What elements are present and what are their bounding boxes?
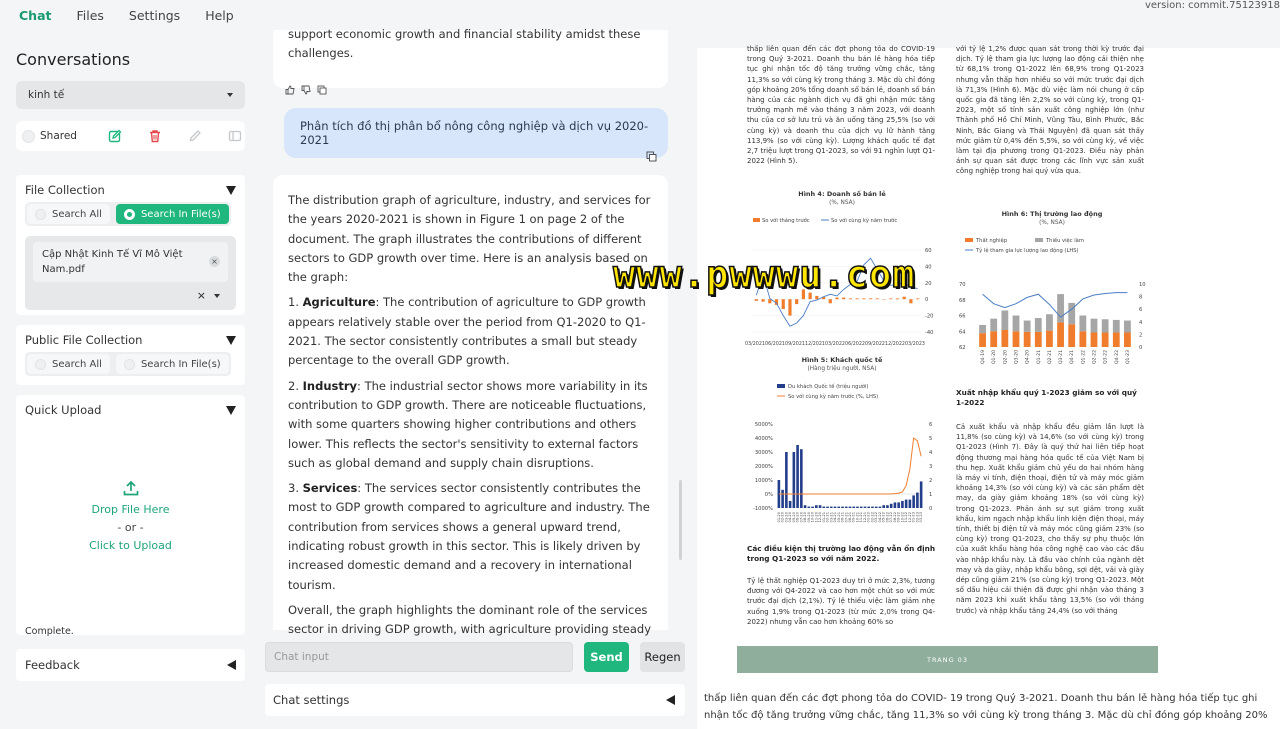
- bar: [782, 299, 785, 309]
- x-tick-label: 12/2022: [885, 342, 905, 347]
- x-tick-label: Q1-23: [1125, 350, 1131, 365]
- chat-area: [265, 27, 685, 637]
- version-label: version: commit.75123918: [1144, 0, 1280, 11]
- x-tick-label: Q3-22: [1103, 350, 1109, 365]
- remove-file-icon[interactable]: ×: [209, 256, 220, 267]
- y-tick-label-left: 0%: [764, 492, 773, 498]
- fig6-title: Hình 6: Thị trường lao động: [1001, 210, 1103, 218]
- chevron-down-icon: [227, 93, 233, 97]
- delete-icon[interactable]: [145, 126, 165, 146]
- x-tick-label: 04-21: [833, 512, 838, 523]
- x-tick-label: 10-22: [900, 512, 905, 523]
- bar-unemployment: [979, 333, 986, 347]
- doc-extracted-text: [704, 690, 1274, 724]
- x-tick-label: 03/2021: [745, 342, 765, 347]
- bar-visitors: [826, 507, 829, 508]
- bar: [755, 299, 758, 301]
- x-tick-label: 12-20: [818, 512, 823, 523]
- x-tick-label: 12-21: [862, 512, 867, 523]
- search-all-option[interactable]: [27, 204, 110, 224]
- bar: [903, 297, 906, 299]
- shared-label: Shared: [40, 130, 77, 142]
- send-button[interactable]: Send: [584, 642, 629, 672]
- bar-visitors: [860, 507, 863, 508]
- x-tick-label: 10-20: [810, 512, 815, 523]
- bar-underemployment: [990, 319, 997, 332]
- legend-swatch-visitors: [777, 384, 785, 388]
- legend-swatch-unemp: [965, 238, 973, 242]
- bar-unemployment: [1102, 333, 1109, 347]
- file-search-mode: [25, 202, 231, 226]
- x-tick-label: Q2-20: [1003, 350, 1009, 365]
- message-feedback-row: [285, 84, 327, 94]
- bar: [909, 299, 912, 303]
- x-tick-label: 01-22: [866, 512, 871, 523]
- y-tick-label-right: 2: [929, 478, 933, 484]
- x-tick-label: Q2-22: [1092, 350, 1098, 365]
- x-tick-label: 11-20: [814, 512, 819, 523]
- expand-triangle-icon[interactable]: [227, 660, 236, 670]
- x-tick-label: Q4-22: [1114, 350, 1120, 365]
- shared-toggle[interactable]: [22, 130, 77, 143]
- user-message-text: Phân tích đồ thị phân bổ nông công nghiệp và dịch vụ 2020-2021: [300, 119, 649, 147]
- quick-upload-panel: [16, 395, 245, 635]
- x-tick-label: 09/2022: [865, 342, 885, 347]
- chat-scrollbar[interactable]: [679, 480, 682, 560]
- bar-underemployment: [1113, 320, 1120, 333]
- fig5-subtitle: (Hàng triệu người, NSA): [807, 366, 877, 372]
- x-tick-label: 05-22: [881, 512, 886, 523]
- legend-label: Thiếu việc làm: [1046, 238, 1084, 244]
- y-tick-label-left: 70: [959, 282, 966, 288]
- x-tick-label: 06-20: [795, 512, 800, 523]
- bar-visitors: [822, 507, 825, 508]
- bar: [856, 298, 859, 299]
- tab-files[interactable]: Files: [76, 7, 104, 23]
- conversation-dropdown[interactable]: [16, 81, 245, 109]
- feedback-panel[interactable]: [16, 649, 245, 681]
- pdf-page: [697, 45, 1280, 688]
- sidebar: [16, 40, 245, 681]
- bot-point-agriculture: 1. Agriculture: The contribution of agriculture to GDP growth appears relatively stable over the period from Q1-2020 to Q1-2021. The sector consistently contributes a small but steady percentage to the overall GDP growth.: [288, 295, 646, 368]
- extract-line-2: nhận tốc độ tăng trưởng vững chắc, tăng 11,3% so với cùng kỳ trong tháng 3. Mặc dù chỉ đóng góp khoảng 20%: [704, 710, 1268, 721]
- copy-icon[interactable]: [317, 84, 327, 94]
- bar-visitors: [916, 493, 919, 508]
- search-in-files-option[interactable]: [116, 204, 229, 224]
- file-collection-panel: [16, 175, 245, 315]
- x-tick-label: 09-22: [896, 512, 901, 523]
- bar-visitors: [781, 490, 784, 508]
- bar-underemployment: [1013, 316, 1020, 332]
- legend-label: So với cùng kỳ năm trước (%, LHS): [788, 394, 879, 400]
- bar-unemployment: [1113, 333, 1120, 347]
- x-tick-label: 02-20: [780, 512, 785, 523]
- bar-visitors: [785, 452, 788, 508]
- x-tick-label: 12/2021: [805, 342, 825, 347]
- legend-label: Du khách Quốc tế (triệu người): [788, 384, 869, 390]
- thumbs-down-icon[interactable]: [301, 84, 311, 94]
- bar-unemployment: [1091, 333, 1098, 347]
- bar-underemployment: [1046, 314, 1053, 330]
- bar-underemployment: [979, 325, 986, 333]
- radio-icon: [35, 359, 46, 370]
- y-tick-label-left: 4000%: [754, 436, 773, 442]
- bar-underemployment: [1068, 303, 1075, 324]
- x-tick-label: Q1-21: [1036, 350, 1042, 365]
- y-tick-label-right: 2: [1139, 332, 1143, 339]
- doc-labor-text: Tỷ lệ thất nghiệp Q1-2023 duy trì ở mức 2,3%, tương đương với Q4-2022 và cao hơn một chút so với mức trước đại dịch (2,1%). Tỷ lệ thiếu việc làm giảm nhẹ xuống 1,9% trong Q1-2023 (từ mức 2,0% trong Q4-2022) nhưng vẫn cao hơn khoảng 60% so: [747, 577, 935, 626]
- x-tick-label: 06-22: [885, 512, 890, 523]
- bar: [916, 298, 919, 299]
- bar-visitors: [837, 507, 840, 508]
- x-tick-label: 03/2022: [825, 342, 845, 347]
- y-tick-label-right: 0: [1139, 345, 1143, 351]
- x-tick-label: Q4-20: [1025, 350, 1031, 365]
- bar: [889, 298, 892, 299]
- x-tick-label: 08-21: [848, 512, 852, 523]
- bot-intro: The distribution graph of agriculture, industry, and services for the years 2020-2021 is shown in Figure 1 on page 2 of the document. The graph illustrates the contributions of different sectors to GDP growth over time. Here is an analysis based on the graph:: [288, 193, 651, 285]
- x-tick-label: 06/2022: [845, 342, 865, 347]
- bar: [795, 299, 798, 304]
- bar-visitors: [905, 500, 908, 508]
- chat-input-row: [265, 642, 685, 672]
- bar-visitors: [897, 502, 900, 508]
- x-tick-label: 08-20: [803, 512, 808, 523]
- x-tick-label: 03-23: [919, 512, 924, 523]
- y-tick-label-right: 3: [929, 464, 933, 470]
- x-tick-label: Q4-19: [981, 350, 987, 365]
- bar-unemployment: [1068, 324, 1075, 347]
- user-message: [284, 108, 668, 158]
- x-tick-label: 07-22: [889, 512, 894, 523]
- bar-visitors: [890, 504, 893, 508]
- bar-visitors: [845, 507, 848, 508]
- x-tick-label: 04-20: [788, 512, 793, 523]
- y-tick-label: -20: [925, 313, 934, 320]
- bar-visitors: [882, 505, 885, 508]
- bar-unemployment: [1013, 331, 1020, 347]
- y-tick-label-right: 0: [929, 506, 933, 512]
- bar: [768, 299, 771, 303]
- bar-underemployment: [1001, 310, 1008, 330]
- bar: [849, 298, 852, 299]
- feedback-label: Feedback: [25, 658, 80, 672]
- bar-visitors: [871, 507, 874, 508]
- bar-unemployment: [1079, 331, 1086, 347]
- bar: [896, 298, 899, 299]
- drop-file-text: Drop File Here: [91, 503, 170, 516]
- doc-trade-text: Cả xuất khẩu và nhập khẩu đều giảm lần lượt là 11,8% (so cùng kỳ) và 14,6% (so với cùng kỳ) trong Q1-2023 (Hình 7). Đây là quý thứ hai liên tiếp hoạt động thương mại hàng hóa quốc tế của Việt Nam bị thu hẹp. Xuất khẩu giảm chủ yếu do hai nhóm hàng là máy vi tính, điện thoại, điện tử và máy móc giảm khoảng 14,3% (so với cùng kỳ) và các sản phẩm dệt may, da giày giảm khoảng 18% (so với cùng kỳ) trong Q1-2023. Phản ánh sự sụt giảm trong xuất khẩu, kim ngạch nhập khẩu linh kiện điện thoại, máy tính, thiết bị điện tử và máy móc cũng giảm 23% (so cùng kỳ) trong Q1-2023, cho thấy sự phụ thuộc lớn của xuất khẩu hàng hóa công nghệ cao vào các đầu vào nhập khẩu này. Là đầu vào chính của ngành dệt may và da giày, nhập khẩu bông, sợi dệt, vải và giày dép cũng giảm 21% (so cùng kỳ) trong Q1-2023. Một số dấu hiệu cải thiện đã được ghi nhận vào tháng 3 năm 2023 khi xuất khẩu tăng 13,5% (so với tháng trước) và nhập khẩu tăng 24,4% (so với tháng: [956, 423, 1144, 615]
- x-tick-label: 12-22: [907, 512, 912, 523]
- bar-visitors: [819, 505, 822, 508]
- x-tick-label: 01-23: [911, 512, 916, 523]
- bot-overall: Overall, the graph highlights the dominant role of the services sector in driving GDP growth, with agriculture providing steady: [288, 602, 652, 637]
- x-tick-label: 07-20: [799, 512, 804, 523]
- bar-underemployment: [1024, 321, 1031, 332]
- fig6-subtitle: (%, NSA): [1039, 220, 1065, 226]
- fig6-chart: [955, 232, 1155, 382]
- x-tick-label: Q2-21: [1047, 350, 1053, 365]
- y-tick-label-right: 8: [1139, 294, 1143, 301]
- bar-unemployment: [1046, 331, 1053, 347]
- copy-icon[interactable]: [646, 151, 657, 165]
- collapse-triangle-icon[interactable]: [226, 406, 236, 415]
- legend-swatch-mom: [753, 218, 760, 222]
- bar-visitors: [912, 495, 915, 508]
- x-tick-label: 08-22: [892, 512, 897, 523]
- chat-input[interactable]: [265, 642, 573, 672]
- or-text: - or -: [117, 521, 144, 534]
- y-tick-label-left: 62: [959, 345, 966, 351]
- y-tick-label: 0: [925, 297, 929, 304]
- x-tick-label: 02-23: [915, 512, 920, 523]
- doc-text-left-top: thấp liên quan đến các đợt phong tỏa do COVID-19 trong Quý 3-2021. Doanh thu bán lẻ hàng hóa tiếp tục ghi nhận tốc độ tăng trưởng vững chắc, tăng 11,3% so với cùng kỳ trong tháng 3. Mặc dù chỉ đóng góp khoảng 20% tổng doanh số bán lẻ, doanh số bán hàng của các ngành dịch vụ đã ghi nhận mức tăng trưởng mạnh mẽ vào tháng 3 năm 2023, với doanh thu của cơ sở lưu trú và ăn uống tăng 25,5% (so với cùng kỳ) và doanh thu của dịch vụ lữ hành tăng 113,9% (so với cùng kỳ). Lượng khách quốc tế đạt 2,7 triệu lượt trong Q1-2023, so với 91 nghìn lượt Q1-2022 (Hình 5).: [747, 45, 935, 166]
- bar-visitors: [834, 507, 837, 508]
- document-viewer[interactable]: [697, 45, 1280, 729]
- bar: [842, 298, 845, 300]
- bar-visitors: [886, 505, 889, 508]
- selected-file-chip: [33, 242, 228, 282]
- y-tick-label-right: 6: [929, 422, 933, 428]
- bar-visitors: [815, 505, 818, 508]
- y-tick-label-right: 5: [929, 436, 933, 442]
- y-tick-label: -40: [925, 330, 934, 336]
- x-tick-label: Q1-20: [992, 350, 998, 365]
- clear-all-icon[interactable]: ×: [196, 289, 206, 302]
- x-tick-label: 02-21: [825, 512, 830, 523]
- x-tick-label: 05-20: [791, 512, 796, 523]
- x-tick-label: 09-20: [806, 512, 811, 523]
- x-tick-label: 03-22: [874, 512, 879, 523]
- legend-label: Thất nghiệp: [976, 238, 1008, 244]
- tab-settings[interactable]: Settings: [128, 7, 181, 23]
- x-tick-label: 11-21: [859, 512, 864, 523]
- bar-unemployment: [1057, 322, 1064, 347]
- bar-visitors: [909, 500, 912, 508]
- bar-visitors: [830, 507, 833, 508]
- bar-visitors: [875, 507, 878, 508]
- public-file-collection-title: Public File Collection: [25, 333, 143, 347]
- watermark: www.pwwwu.com: [613, 253, 916, 296]
- y-tick-label-left: 66: [959, 313, 966, 320]
- expand-triangle-icon[interactable]: [666, 695, 675, 705]
- bar-visitors: [849, 507, 852, 508]
- x-tick-label: 07-21: [844, 512, 849, 523]
- bar-visitors: [808, 507, 811, 508]
- x-tick-label: 10-21: [855, 512, 860, 523]
- bar-underemployment: [1102, 319, 1109, 332]
- public-search-all-label: Search All: [52, 358, 102, 370]
- x-tick-label: 05-21: [836, 512, 841, 523]
- doc-trade-heading: Xuất nhập khẩu quý 1-2023 giảm so với quý 1-2022: [956, 388, 1137, 407]
- public-search-in-files-option[interactable]: [116, 354, 229, 374]
- bar-underemployment: [1035, 318, 1042, 332]
- search-all-label: Search All: [52, 208, 102, 220]
- bar-unemployment: [1024, 332, 1031, 347]
- extract-line-1: thấp liên quan đến các đợt phong tỏa do COVID- 19 trong Quý 3-2021. Doanh thu bán lẻ hàng hóa tiếp tục ghi: [704, 693, 1258, 704]
- upload-status: Complete.: [25, 626, 74, 637]
- conversation-selected: kinh tế: [28, 89, 65, 101]
- bot-message-tail-2: challenges.: [288, 46, 354, 60]
- y-tick-label-left: 1000%: [754, 478, 773, 484]
- bar-underemployment: [1124, 321, 1131, 333]
- x-tick-label: 02-22: [870, 512, 875, 523]
- doc-labor-heading: Các điều kiện thị trường lao động vẫn ổn định trong Q1-2023 so với năm 2022.: [747, 544, 936, 563]
- y-tick-label-left: 64: [959, 329, 966, 336]
- y-tick-label-left: 68: [959, 297, 966, 304]
- bar-visitors: [894, 502, 897, 508]
- legend-label: So với tháng trước: [762, 218, 810, 224]
- bar-visitors: [804, 505, 807, 508]
- file-selector[interactable]: [25, 236, 236, 310]
- legend-label: So với cùng kỳ năm trước: [831, 218, 898, 224]
- x-tick-label: Q4-21: [1070, 350, 1076, 365]
- bar: [788, 299, 791, 315]
- x-tick-label: 03-21: [829, 512, 834, 523]
- bar: [835, 298, 838, 300]
- bar-underemployment: [1057, 294, 1064, 322]
- bar-underemployment: [1079, 316, 1086, 332]
- shared-radio[interactable]: [22, 130, 35, 143]
- bar-visitors: [800, 449, 803, 508]
- bar: [869, 298, 872, 299]
- x-tick-label: Q1-22: [1081, 350, 1087, 365]
- bar: [761, 299, 764, 301]
- file-name: Cập Nhật Kinh Tế Vĩ Mô Việt Nam.pdf: [42, 249, 183, 275]
- x-tick-label: 06-21: [840, 512, 845, 523]
- public-search-all-option[interactable]: [27, 354, 110, 374]
- fig5-chart: [743, 378, 943, 538]
- conversations-title: Conversations: [16, 50, 131, 69]
- toggle-panel-icon[interactable]: [225, 126, 245, 146]
- bar: [876, 298, 879, 299]
- y-tick-label: 60: [925, 248, 932, 254]
- collapse-triangle-icon[interactable]: [226, 186, 236, 195]
- regen-button[interactable]: Regen: [640, 642, 685, 672]
- bar-visitors: [879, 507, 882, 508]
- chat-settings-label: Chat settings: [273, 693, 350, 707]
- new-conversation-icon[interactable]: [105, 126, 125, 146]
- tab-chat[interactable]: Chat: [19, 7, 52, 23]
- y-tick-label: 40: [925, 264, 932, 271]
- doc-text-right-top: với tỷ lệ 1,2% được quan sát trong thời kỳ trước đại dịch. Tỷ lệ tham gia lực lượng lao động cải thiện nhẹ từ 68,1% trong Q1-2022 lên 68,9% trong Q1-2023 nhưng vẫn thấp hơn nhiều so với mức trước đại dịch là 71,3% (Hình 6). Mặc dù việc làm nói chung ở cấp quốc gia đã tăng lên 2,2% so với cùng kỳ, trong Q1-2023, một số tỉnh sản xuất công nghiệp lớn (như Thành phố Hồ Chí Minh, Vũng Tàu, Bình Phước, Bắc Ninh, Bắc Giang và Thái Nguyên) đã quan sát thấy mức giảm từ 0,4% đến 5,5%, so với cùng kỳ, về việc làm tại địa phương trong Q1-2023. Điều này phản ánh sự quan sát được trong các lĩnh vực sản xuất công nghiệp trong hai quý vừa qua.: [956, 45, 1144, 176]
- public-search-in-files-label: Search In File(s): [140, 358, 221, 370]
- y-tick-label-right: 10: [1139, 282, 1146, 288]
- bar-visitors: [789, 501, 792, 508]
- bar-visitors: [796, 445, 799, 508]
- bar-unemployment: [1124, 333, 1131, 347]
- bar-unemployment: [1035, 332, 1042, 347]
- bot-message-previous: [273, 27, 668, 88]
- fig4-subtitle: (%, NSA): [829, 200, 855, 206]
- x-tick-label: 03-20: [784, 512, 789, 523]
- x-tick-label: Q3-20: [1014, 350, 1020, 365]
- chat-settings-panel[interactable]: [265, 684, 685, 716]
- bar-unemployment: [1001, 330, 1008, 347]
- bar-visitors: [811, 507, 814, 508]
- radio-icon: [124, 209, 135, 220]
- bot-point-services: 3. Services: The services sector consistently contributes the most to GDP growth compared to agriculture and industry. The contribution from services shows a general upward trend, indicating robust growth in this sector. This is likely driven by increased domestic demand and a recovery in international tourism.: [288, 481, 650, 592]
- collapse-triangle-icon[interactable]: [226, 336, 236, 345]
- x-tick-label: 09/2021: [785, 342, 805, 347]
- legend-swatch-under: [1035, 238, 1043, 242]
- public-search-mode: [25, 352, 231, 376]
- conversation-actions: [16, 121, 245, 151]
- bar: [862, 298, 865, 299]
- thumbs-up-icon[interactable]: [285, 84, 295, 94]
- bar-visitors: [841, 507, 844, 508]
- y-tick-label-right: 4: [1139, 319, 1143, 326]
- y-tick-label-right: 4: [929, 450, 933, 456]
- bar-visitors: [864, 507, 867, 508]
- x-tick-label: 09-21: [851, 512, 856, 523]
- fig5-title: Hình 5: Khách quốc tế: [801, 356, 883, 364]
- y-tick-label-left: 5000%: [754, 422, 773, 428]
- y-tick-label-right: 1: [929, 492, 933, 498]
- chat-input-placeholder: Chat input: [274, 651, 329, 663]
- rename-pencil-icon[interactable]: [185, 126, 205, 146]
- bar-visitors: [901, 501, 904, 508]
- upload-dropzone[interactable]: [25, 479, 236, 555]
- y-tick-label-left: -1000%: [752, 506, 773, 512]
- upload-icon: [25, 479, 236, 501]
- file-collection-title: File Collection: [25, 183, 105, 197]
- x-tick-label: 03/2023: [905, 342, 925, 347]
- bar: [829, 299, 832, 303]
- x-tick-label: 11-22: [904, 512, 909, 523]
- bar-underemployment: [1091, 319, 1098, 333]
- tab-help[interactable]: Help: [205, 7, 234, 23]
- y-tick-label-right: 6: [1139, 307, 1143, 314]
- bot-message-tail-1: support economic growth and financial stability amidst these: [288, 27, 641, 41]
- public-file-collection-panel: [16, 325, 245, 385]
- bar-unemployment: [990, 331, 997, 347]
- quick-upload-title: Quick Upload: [25, 403, 102, 417]
- bot-message: [273, 175, 668, 637]
- x-tick-label: 01-20: [776, 512, 781, 523]
- bar-visitors: [856, 507, 859, 508]
- legend-label: Tỷ lệ tham gia lực lượng lao động (LHS): [976, 248, 1079, 254]
- bar-visitors: [920, 481, 923, 508]
- bot-point-industry: 2. Industry: The industrial sector shows more variability in its contribution to GDP growth. There are noticeable fluctuations, with some quarters showing higher contributions and others lower. This reflects the sector's sensitivity to external factors such as global demand and supply chain disruptions.: [288, 378, 648, 470]
- y-tick-label: 20: [925, 280, 932, 287]
- x-tick-label: 06/2021: [765, 342, 785, 347]
- chevron-down-icon[interactable]: [214, 294, 220, 298]
- x-tick-label: 01-21: [821, 512, 826, 523]
- radio-icon: [124, 359, 135, 370]
- x-tick-label: 04-22: [877, 512, 882, 523]
- bar-visitors: [867, 507, 870, 508]
- bar-visitors: [793, 452, 796, 508]
- y-tick-label-left: 3000%: [754, 450, 773, 456]
- click-upload-link[interactable]: Click to Upload: [89, 539, 172, 552]
- fig4-title: Hình 4: Doanh số bán lẻ: [798, 190, 886, 198]
- y-tick-label-left: 2000%: [754, 464, 773, 470]
- page-footer: TRANG 03: [737, 646, 1158, 673]
- search-in-files-label: Search In File(s): [140, 208, 221, 220]
- x-tick-label: Q3-21: [1059, 350, 1065, 365]
- bar-visitors: [852, 507, 855, 508]
- radio-icon: [35, 209, 46, 220]
- bar: [815, 296, 818, 299]
